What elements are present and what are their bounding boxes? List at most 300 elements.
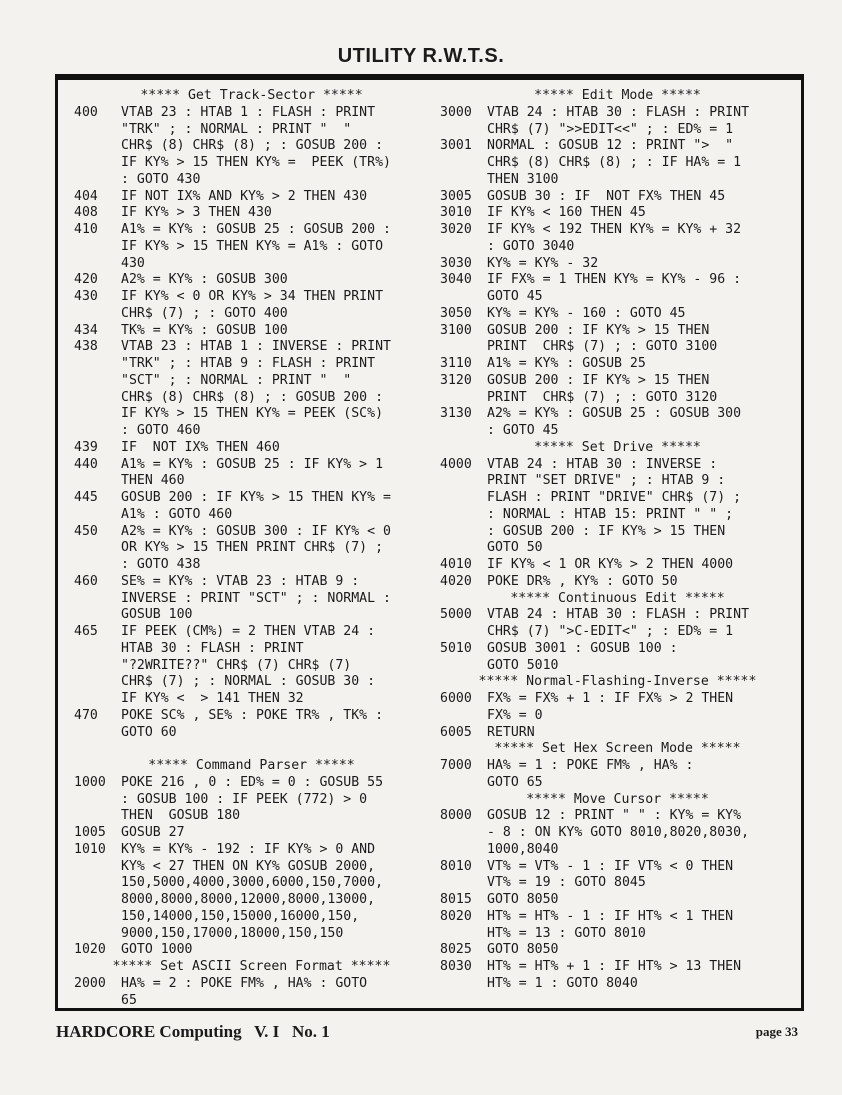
line-number: 8020 bbox=[440, 908, 472, 924]
code-text: GOTO 8050 bbox=[487, 892, 559, 907]
line-number bbox=[440, 490, 487, 507]
footer-publication bbox=[56, 1022, 330, 1042]
issue-number: No. 1 bbox=[292, 1022, 330, 1041]
line-number bbox=[74, 373, 121, 390]
section-heading: ***** Continuous Edit ***** bbox=[510, 590, 725, 606]
code-text: 9000,150,17000,18000,150,150 bbox=[121, 925, 344, 941]
section-heading: ***** Set Drive ***** bbox=[534, 439, 701, 455]
code-line bbox=[74, 440, 429, 457]
section-heading: ***** Set ASCII Screen Format ***** bbox=[112, 959, 391, 974]
code-text: GOSUB 200 : IF KY% > 15 THEN bbox=[487, 372, 710, 388]
line-number: 4010 bbox=[440, 557, 472, 572]
code-line bbox=[74, 825, 429, 842]
code-text: GOTO 50 bbox=[487, 540, 543, 556]
code-text: CHR$ (8) CHR$ (8) ; : GOSUB 200 : bbox=[121, 138, 384, 154]
line-number: 3030 bbox=[440, 255, 472, 271]
code-line bbox=[74, 423, 429, 440]
line-number: 438 bbox=[74, 339, 98, 355]
page-title: UTILITY R.W.T.S. bbox=[337, 45, 505, 67]
code-line bbox=[74, 373, 429, 390]
code-line bbox=[440, 842, 795, 859]
code-text: CHR$ (8) CHR$ (8) ; : IF HA% = 1 bbox=[487, 155, 742, 170]
code-text: "TRK" ; : HTAB 9 : FLASH : PRINT bbox=[121, 356, 376, 371]
code-text: 65 bbox=[121, 992, 137, 1008]
code-line bbox=[74, 339, 429, 356]
code-line bbox=[440, 825, 795, 842]
code-line bbox=[74, 859, 429, 876]
code-text: IF KY% < > 141 THEN 32 bbox=[121, 691, 304, 706]
line-number bbox=[440, 624, 487, 641]
code-line bbox=[440, 172, 795, 189]
code-text: HA% = 2 : POKE FM% , HA% : GOTO bbox=[121, 975, 368, 991]
line-number: 445 bbox=[74, 490, 98, 505]
page-number: page 33 bbox=[755, 1024, 798, 1039]
line-number bbox=[74, 172, 121, 189]
code-text: A1% = KY% : GOSUB 25 : GOSUB 200 : bbox=[121, 222, 391, 237]
code-line bbox=[74, 239, 429, 256]
code-line bbox=[74, 591, 429, 608]
line-number bbox=[74, 859, 121, 876]
line-number: 3050 bbox=[440, 305, 472, 321]
code-text: POKE 216 , 0 : ED% = 0 : GOSUB 55 bbox=[121, 774, 384, 790]
code-line bbox=[440, 272, 795, 289]
code-line bbox=[74, 524, 429, 541]
line-number bbox=[440, 289, 487, 306]
line-number bbox=[440, 842, 487, 859]
code-text: : GOTO 3040 bbox=[487, 238, 575, 254]
code-text: CHR$ (7) ">>EDIT<<" ; : ED% = 1 bbox=[487, 121, 734, 137]
line-number bbox=[440, 390, 487, 407]
code-text: CHR$ (7) ; : GOTO 400 bbox=[121, 305, 288, 321]
code-text: : GOTO 430 bbox=[121, 171, 201, 187]
code-line bbox=[440, 624, 795, 641]
code-text: GOTO 5010 bbox=[487, 657, 559, 673]
line-number: 4000 bbox=[440, 456, 472, 472]
code-line bbox=[74, 490, 429, 507]
code-line bbox=[74, 557, 429, 574]
code-text: POKE DR% , KY% : GOTO 50 bbox=[487, 573, 678, 589]
code-text: A1% = KY% : GOSUB 25 bbox=[487, 356, 646, 371]
line-number bbox=[440, 172, 487, 189]
code-text: "?2WRITE??" CHR$ (7) CHR$ (7) bbox=[121, 657, 352, 673]
code-line bbox=[440, 875, 795, 892]
code-line bbox=[74, 875, 429, 892]
code-text: PRINT CHR$ (7) ; : GOTO 3120 bbox=[487, 389, 718, 405]
line-number bbox=[74, 658, 121, 675]
code-line bbox=[74, 674, 429, 691]
code-line bbox=[440, 658, 795, 675]
code-line bbox=[440, 323, 795, 340]
listing-column-left bbox=[74, 88, 429, 1009]
code-text: IF KY% > 15 THEN KY% = PEEK (SC%) bbox=[121, 406, 384, 422]
code-line bbox=[74, 289, 429, 306]
line-number bbox=[74, 256, 121, 273]
volume-label: V. I bbox=[254, 1022, 280, 1041]
line-number: 470 bbox=[74, 707, 98, 723]
section-heading: ***** Command Parser ***** bbox=[148, 758, 355, 773]
line-number: 7000 bbox=[440, 758, 472, 773]
code-line bbox=[74, 976, 429, 993]
line-number bbox=[74, 892, 121, 909]
code-line bbox=[440, 808, 795, 825]
line-number bbox=[74, 557, 121, 574]
line-number: 8010 bbox=[440, 858, 472, 874]
code-text: VTAB 24 : HTAB 30 : FLASH : PRINT bbox=[487, 104, 750, 120]
line-number: 3110 bbox=[440, 356, 472, 371]
line-number: 3100 bbox=[440, 322, 472, 338]
code-line bbox=[440, 189, 795, 206]
code-line bbox=[74, 607, 429, 624]
code-line bbox=[74, 808, 429, 825]
code-line bbox=[74, 993, 429, 1010]
code-text: 430 bbox=[121, 255, 145, 271]
code-line bbox=[74, 138, 429, 155]
code-line bbox=[440, 641, 795, 658]
line-number bbox=[440, 775, 487, 792]
line-number bbox=[74, 591, 121, 608]
line-number bbox=[440, 155, 487, 172]
line-number bbox=[74, 356, 121, 373]
code-line bbox=[440, 390, 795, 407]
code-text: 1000,8040 bbox=[487, 841, 559, 857]
code-line bbox=[440, 490, 795, 507]
code-text: GOSUB 12 : PRINT " " : KY% = KY% bbox=[487, 808, 742, 824]
code-text: KY% = KY% - 192 : IF KY% > 0 AND bbox=[121, 841, 376, 857]
code-text: IF KY% < 192 THEN KY% = KY% + 32 bbox=[487, 222, 742, 237]
code-line bbox=[74, 256, 429, 273]
code-line bbox=[74, 658, 429, 675]
code-line bbox=[74, 725, 429, 742]
code-text: THEN 3100 bbox=[487, 171, 559, 187]
line-number: 3040 bbox=[440, 272, 472, 288]
code-text: "TRK" ; : NORMAL : PRINT " " bbox=[121, 121, 352, 137]
section-heading: ***** Move Cursor ***** bbox=[526, 791, 709, 807]
code-line bbox=[74, 540, 429, 557]
code-text: GOSUB 100 bbox=[121, 607, 193, 623]
line-number bbox=[74, 423, 121, 440]
publication-name: HARDCORE Computing bbox=[56, 1022, 242, 1041]
code-line bbox=[440, 691, 795, 708]
line-number: 430 bbox=[74, 289, 98, 304]
line-number bbox=[440, 540, 487, 557]
line-number bbox=[440, 122, 487, 139]
line-number bbox=[74, 155, 121, 172]
code-text: IF KY% > 15 THEN KY% = A1% : GOTO bbox=[121, 238, 384, 254]
line-number bbox=[74, 138, 121, 155]
code-line bbox=[74, 691, 429, 708]
section-heading: ***** Set Hex Screen Mode ***** bbox=[494, 741, 741, 757]
code-line bbox=[440, 524, 795, 541]
line-number bbox=[74, 691, 121, 708]
line-number: 408 bbox=[74, 205, 98, 221]
code-line bbox=[440, 205, 795, 222]
line-number bbox=[74, 792, 121, 809]
code-line bbox=[74, 122, 429, 139]
code-text: FX% = 0 bbox=[487, 707, 543, 723]
code-text: GOTO 60 bbox=[121, 724, 177, 740]
line-number: 3120 bbox=[440, 372, 472, 388]
line-number bbox=[440, 239, 487, 256]
code-text: GOSUB 30 : IF NOT FX% THEN 45 bbox=[487, 188, 726, 204]
line-number: 6000 bbox=[440, 691, 472, 706]
code-text: GOSUB 27 bbox=[121, 825, 185, 840]
code-line bbox=[440, 758, 795, 775]
code-text: "SCT" ; : NORMAL : PRINT " " bbox=[121, 372, 352, 388]
code-text: CHR$ (7) ">C-EDIT<" ; : ED% = 1 bbox=[487, 624, 734, 639]
code-text: KY% = KY% - 160 : GOTO 45 bbox=[487, 305, 686, 321]
code-text: : GOSUB 200 : IF KY% > 15 THEN bbox=[487, 523, 726, 539]
section-heading: ***** Get Track-Sector ***** bbox=[140, 88, 363, 103]
code-text: : NORMAL : HTAB 15: PRINT " " ; bbox=[487, 506, 734, 522]
code-text: SE% = KY% : VTAB 23 : HTAB 9 : bbox=[121, 573, 360, 589]
line-number bbox=[440, 473, 487, 490]
code-text: GOTO 45 bbox=[487, 289, 543, 304]
code-text: IF NOT IX% AND KY% > 2 THEN 430 bbox=[121, 188, 368, 204]
line-number: 3130 bbox=[440, 406, 472, 422]
code-line bbox=[440, 373, 795, 390]
line-number bbox=[74, 808, 121, 825]
section-heading: ***** Edit Mode ***** bbox=[534, 88, 701, 103]
code-text: GOTO 1000 bbox=[121, 942, 193, 958]
code-text: IF FX% = 1 THEN KY% = KY% - 96 : bbox=[487, 272, 742, 288]
code-text: POKE SC% , SE% : POKE TR% , TK% : bbox=[121, 707, 384, 723]
code-line bbox=[440, 155, 795, 172]
code-line bbox=[74, 942, 429, 959]
frame-top-rule bbox=[55, 74, 804, 80]
line-number bbox=[74, 507, 121, 524]
line-number bbox=[440, 507, 487, 524]
line-number: 420 bbox=[74, 272, 98, 288]
line-number bbox=[74, 239, 121, 256]
line-number bbox=[74, 607, 121, 624]
line-number: 3001 bbox=[440, 138, 472, 154]
code-line bbox=[74, 892, 429, 909]
code-text: 8000,8000,8000,12000,8000,13000, bbox=[121, 892, 376, 907]
code-text: : GOTO 45 bbox=[487, 423, 559, 438]
code-text: VTAB 23 : HTAB 1 : INVERSE : PRINT bbox=[121, 339, 391, 355]
code-line bbox=[74, 105, 429, 122]
line-number bbox=[74, 306, 121, 323]
line-number bbox=[74, 725, 121, 742]
line-number: 3010 bbox=[440, 205, 472, 221]
code-line bbox=[74, 406, 429, 423]
code-line bbox=[440, 239, 795, 256]
code-line bbox=[74, 155, 429, 172]
code-text: - 8 : ON KY% GOTO 8010,8020,8030, bbox=[487, 825, 750, 840]
line-number bbox=[74, 875, 121, 892]
line-number: 1010 bbox=[74, 841, 106, 857]
code-line bbox=[440, 557, 795, 574]
line-number: 460 bbox=[74, 573, 98, 589]
code-text: PRINT "SET DRIVE" ; : HTAB 9 : bbox=[487, 473, 726, 489]
line-number: 434 bbox=[74, 322, 98, 338]
code-line bbox=[440, 406, 795, 423]
code-text: A2% = KY% : GOSUB 25 : GOSUB 300 bbox=[487, 406, 742, 422]
line-number: 404 bbox=[74, 188, 98, 204]
code-text: IF KY% < 1 OR KY% > 2 THEN 4000 bbox=[487, 557, 734, 572]
code-line bbox=[440, 222, 795, 239]
code-text: RETURN bbox=[487, 724, 535, 740]
line-number: 4020 bbox=[440, 573, 472, 589]
code-text: KY% < 27 THEN ON KY% GOSUB 2000, bbox=[121, 858, 376, 874]
line-number bbox=[74, 473, 121, 490]
code-line bbox=[440, 892, 795, 909]
code-line bbox=[74, 641, 429, 658]
code-line bbox=[74, 574, 429, 591]
code-line bbox=[440, 356, 795, 373]
code-text: GOSUB 3001 : GOSUB 100 : bbox=[487, 640, 678, 656]
line-number bbox=[74, 540, 121, 557]
line-number bbox=[74, 122, 121, 139]
line-number bbox=[440, 658, 487, 675]
line-number bbox=[440, 423, 487, 440]
line-number: 400 bbox=[74, 104, 98, 120]
code-line bbox=[440, 775, 795, 792]
code-line bbox=[440, 457, 795, 474]
code-text: A1% = KY% : GOSUB 25 : IF KY% > 1 bbox=[121, 456, 384, 472]
code-line bbox=[440, 339, 795, 356]
line-number: 5010 bbox=[440, 640, 472, 656]
section-heading: ***** Normal-Flashing-Inverse ***** bbox=[478, 674, 757, 690]
code-text: VTAB 24 : HTAB 30 : FLASH : PRINT bbox=[487, 607, 750, 623]
line-number bbox=[440, 524, 487, 541]
line-number bbox=[440, 825, 487, 842]
code-text: HT% = 13 : GOTO 8010 bbox=[487, 925, 646, 941]
code-line bbox=[74, 624, 429, 641]
code-line bbox=[74, 708, 429, 725]
line-number: 439 bbox=[74, 439, 98, 455]
code-line bbox=[74, 272, 429, 289]
code-line bbox=[440, 942, 795, 959]
line-number: 3000 bbox=[440, 104, 472, 120]
code-line bbox=[440, 926, 795, 943]
code-line bbox=[74, 390, 429, 407]
line-number: 3020 bbox=[440, 222, 472, 237]
code-line bbox=[74, 172, 429, 189]
code-line bbox=[440, 909, 795, 926]
line-number bbox=[74, 406, 121, 423]
code-line bbox=[440, 473, 795, 490]
line-number: 1000 bbox=[74, 774, 106, 790]
line-number: 5000 bbox=[440, 607, 472, 623]
code-text: HT% = HT% + 1 : IF HT% > 13 THEN bbox=[487, 959, 742, 974]
line-number: 1020 bbox=[74, 942, 106, 958]
code-text: VTAB 24 : HTAB 30 : INVERSE : bbox=[487, 456, 718, 472]
code-text: CHR$ (7) ; : NORMAL : GOSUB 30 : bbox=[121, 674, 376, 690]
code-text: IF PEEK (CM%) = 2 THEN VTAB 24 : bbox=[121, 624, 376, 639]
code-text: IF KY% < 0 OR KY% > 34 THEN PRINT bbox=[121, 289, 384, 304]
code-line bbox=[440, 423, 795, 440]
code-text: A1% : GOTO 460 bbox=[121, 506, 233, 522]
line-number bbox=[74, 993, 121, 1010]
code-line bbox=[440, 976, 795, 993]
line-number: 465 bbox=[74, 624, 98, 639]
code-line bbox=[440, 607, 795, 624]
code-line bbox=[440, 725, 795, 742]
line-number: 8015 bbox=[440, 892, 472, 907]
code-line bbox=[74, 205, 429, 222]
code-line bbox=[440, 105, 795, 122]
line-number bbox=[74, 926, 121, 943]
code-text: HTAB 30 : FLASH : PRINT bbox=[121, 640, 304, 656]
code-line bbox=[74, 222, 429, 239]
code-text: FLASH : PRINT "DRIVE" CHR$ (7) ; bbox=[487, 490, 742, 505]
line-number bbox=[74, 674, 121, 691]
code-line bbox=[74, 189, 429, 206]
code-line bbox=[440, 574, 795, 591]
code-text: GOSUB 200 : IF KY% > 15 THEN KY% = bbox=[121, 490, 391, 505]
line-number bbox=[440, 976, 487, 993]
code-text: IF KY% > 3 THEN 430 bbox=[121, 205, 272, 221]
code-text: : GOSUB 100 : IF PEEK (772) > 0 bbox=[121, 791, 368, 807]
code-text: : GOTO 460 bbox=[121, 423, 201, 438]
code-line bbox=[440, 306, 795, 323]
code-text: 150,14000,150,15000,16000,150, bbox=[121, 908, 360, 924]
code-line bbox=[440, 708, 795, 725]
code-text: IF KY% > 15 THEN KY% = PEEK (TR%) bbox=[121, 155, 391, 170]
code-text: HT% = 1 : GOTO 8040 bbox=[487, 975, 638, 991]
code-text: A2% = KY% : GOSUB 300 bbox=[121, 272, 288, 288]
code-text: KY% = KY% - 32 bbox=[487, 255, 599, 271]
line-number bbox=[74, 909, 121, 926]
code-text: FX% = FX% + 1 : IF FX% > 2 THEN bbox=[487, 691, 734, 706]
code-text: GOTO 8050 bbox=[487, 942, 559, 958]
code-line bbox=[74, 473, 429, 490]
line-number bbox=[440, 708, 487, 725]
line-number: 1005 bbox=[74, 825, 106, 840]
code-text: HA% = 1 : POKE FM% , HA% : bbox=[487, 758, 694, 773]
code-line bbox=[440, 507, 795, 524]
code-line bbox=[74, 926, 429, 943]
line-number: 8030 bbox=[440, 959, 472, 974]
code-text: CHR$ (8) CHR$ (8) ; : GOSUB 200 : bbox=[121, 389, 384, 405]
code-text: INVERSE : PRINT "SCT" ; : NORMAL : bbox=[121, 590, 391, 606]
code-text: NORMAL : GOSUB 12 : PRINT "> " bbox=[487, 138, 734, 154]
line-number: 2000 bbox=[74, 975, 106, 991]
line-number: 440 bbox=[74, 456, 98, 472]
code-text: OR KY% > 15 THEN PRINT CHR$ (7) ; bbox=[121, 540, 384, 556]
code-line bbox=[440, 959, 795, 976]
blank-line bbox=[74, 741, 429, 758]
code-text: GOTO 65 bbox=[487, 774, 543, 790]
code-text: PRINT CHR$ (7) ; : GOTO 3100 bbox=[487, 339, 718, 355]
code-text: 150,5000,4000,3000,6000,150,7000, bbox=[121, 875, 384, 891]
code-line bbox=[74, 356, 429, 373]
code-line bbox=[74, 909, 429, 926]
line-number: 3005 bbox=[440, 188, 472, 204]
code-text: THEN GOSUB 180 bbox=[121, 808, 241, 824]
code-line bbox=[440, 859, 795, 876]
code-line bbox=[74, 775, 429, 792]
line-number: 8000 bbox=[440, 808, 472, 824]
code-line bbox=[440, 138, 795, 155]
line-number bbox=[440, 926, 487, 943]
line-number: 410 bbox=[74, 222, 98, 237]
code-line bbox=[74, 457, 429, 474]
code-line bbox=[74, 507, 429, 524]
line-number bbox=[74, 641, 121, 658]
line-number: 450 bbox=[74, 523, 98, 539]
code-text: THEN 460 bbox=[121, 473, 185, 489]
code-text: GOSUB 200 : IF KY% > 15 THEN bbox=[487, 322, 710, 338]
code-text: A2% = KY% : GOSUB 300 : IF KY% < 0 bbox=[121, 523, 391, 539]
line-number: 6005 bbox=[440, 724, 472, 740]
code-line bbox=[440, 256, 795, 273]
code-text: VTAB 23 : HTAB 1 : FLASH : PRINT bbox=[121, 104, 376, 120]
line-number bbox=[440, 875, 487, 892]
code-line bbox=[74, 792, 429, 809]
code-line bbox=[74, 842, 429, 859]
